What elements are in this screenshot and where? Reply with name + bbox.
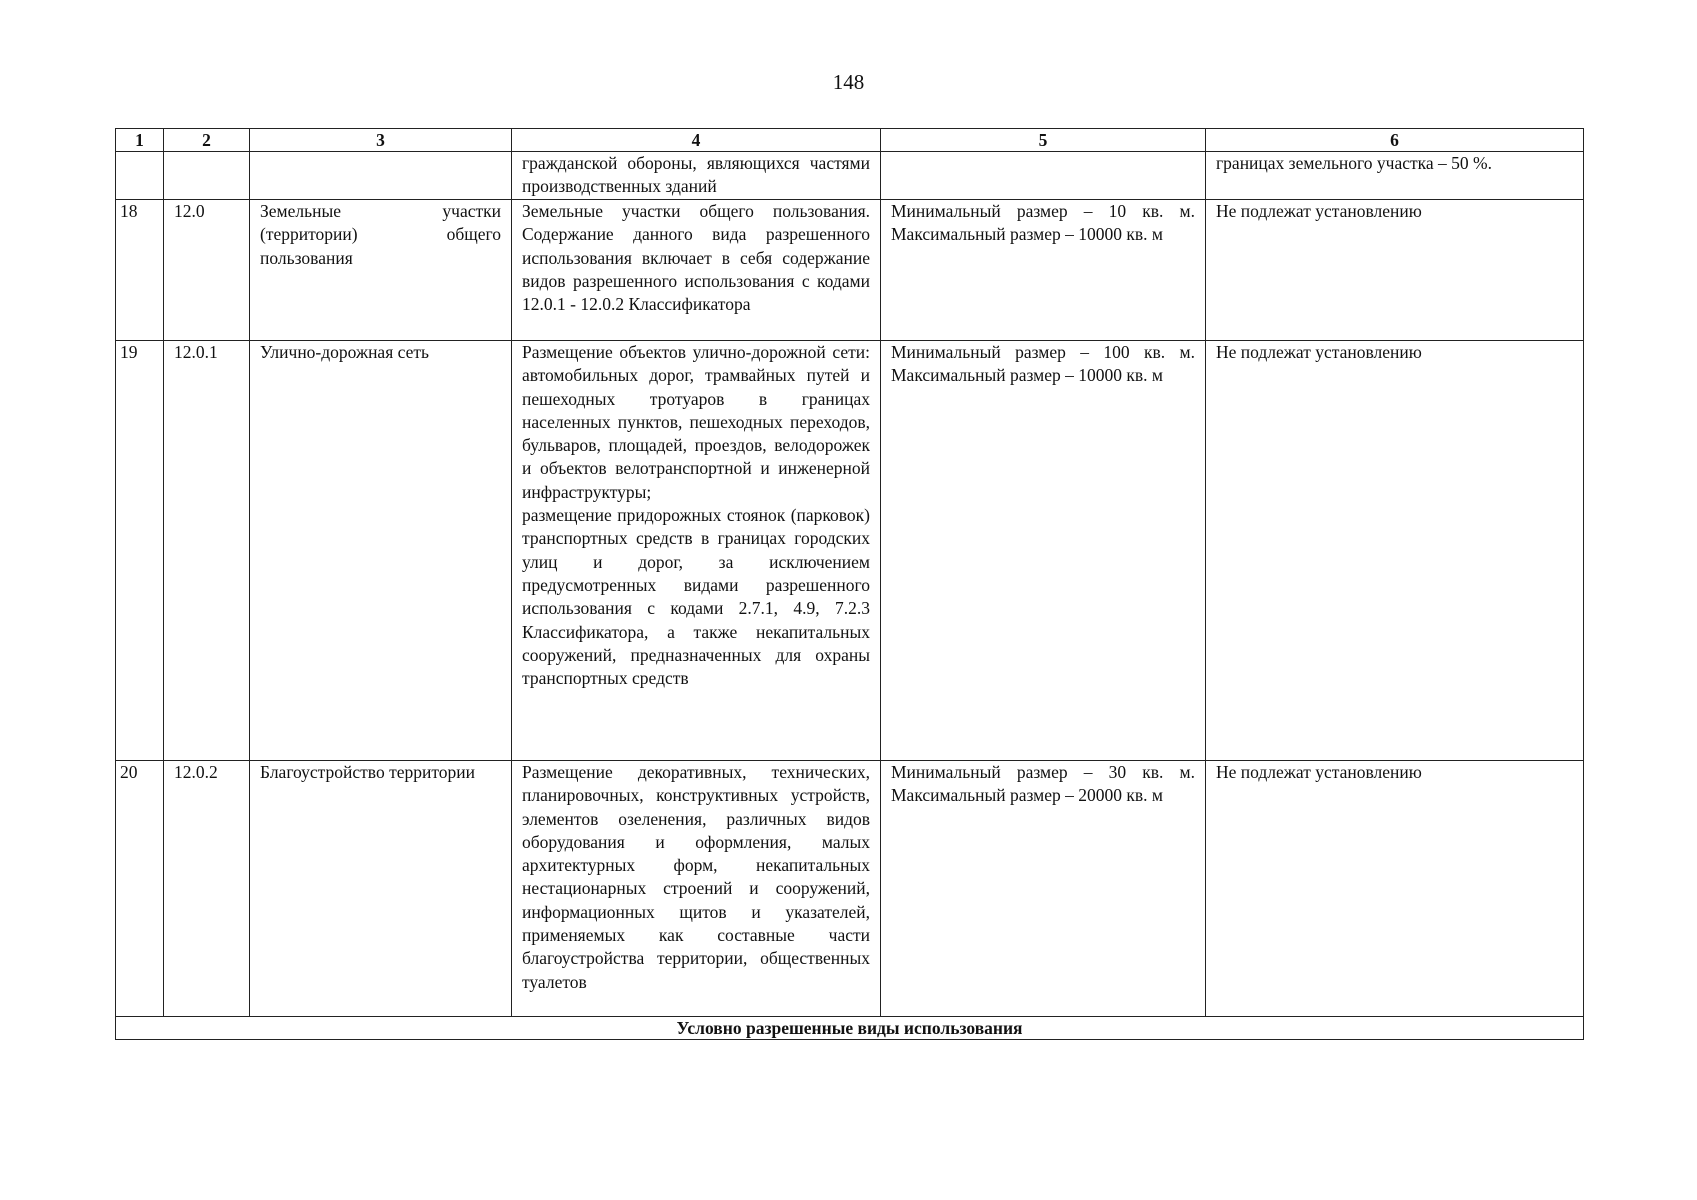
column-header-1: 1 [116,129,164,152]
column-header-5: 5 [881,129,1206,152]
column-header-4: 4 [512,129,881,152]
row-description: Земельные участки общего пользования. Содержание данного вида разрешенного использования включает в себя содержание видов разрешенного использования с кодами 12.0.1 - 12.0.2 Классификатора [512,200,881,341]
row-code: 12.0.1 [164,341,250,761]
column-header-6: 6 [1206,129,1584,152]
row-size: Минимальный размер – 10 кв. м. Максимальный размер – 10000 кв. м [881,200,1206,341]
row-limits: Не подлежат установлению [1206,761,1584,1017]
header-row [116,129,1584,152]
row-size: Минимальный размер – 100 кв. м. Максимальный размер – 10000 кв. м [881,341,1206,761]
row-description-paragraph-1: Размещение объектов улично-дорожной сети: автомобильных дорог, трамвайных путей и пешеходных тротуаров в границах населенных пунктов, пешеходных переходов, бульваров, площадей, проездов, велодорожек и объектов велотранспортной и инженерной инфраструктуры; [522,342,870,502]
continuation-description: гражданской обороны, являющихся частями производственных зданий [512,152,881,200]
column-header-2: 2 [164,129,250,152]
row-name: Земельные участки (территории) общего пользования [250,200,512,341]
continuation-limits: границах земельного участка – 50 %. [1206,152,1584,200]
row-name: Улично-дорожная сеть [250,341,512,761]
continuation-cell-2 [164,152,250,200]
table-row [116,341,1584,761]
continuation-cell-1 [116,152,164,200]
row-size: Минимальный размер – 30 кв. м. Максимальный размер – 20000 кв. м [881,761,1206,1017]
row-limits: Не подлежат установлению [1206,341,1584,761]
row-description-paragraph-2: размещение придорожных стоянок (парковок) транспортных средств в границах городских улиц и дорог, за исключением предусмотренных видами разрешенного использования с кодами 2.7.1, 4.9, 7.2.3 Классификатора, а также некапитальных сооружений, предназначенных для охраны транспортных средств [522,505,870,689]
continuation-cell-5 [881,152,1206,200]
row-description: Размещение декоративных, технических, планировочных, конструктивных устройств, элементов озеленения, различных видов оборудования и оформления, малых архитектурных форм, некапитальных нестационарных строений и сооружений, информационных щитов и указателей, применяемых как составные части благоустройства территории, общественных туалетов [512,761,881,1017]
row-limits: Не подлежат установлению [1206,200,1584,341]
section-row [116,1017,1584,1040]
land-use-table [115,128,1584,1040]
page-number: 148 [832,70,865,94]
row-number: 18 [116,200,164,341]
row-code: 12.0.2 [164,761,250,1017]
continuation-row [116,152,1584,200]
row-number: 19 [116,341,164,761]
table-row [116,761,1584,1017]
row-description [512,341,881,761]
continuation-cell-3 [250,152,512,200]
column-header-3: 3 [250,129,512,152]
row-number: 20 [116,761,164,1017]
table-row [116,200,1584,341]
row-code: 12.0 [164,200,250,341]
row-name: Благоустройство территории [250,761,512,1017]
section-title: Условно разрешенные виды использования [116,1017,1584,1040]
